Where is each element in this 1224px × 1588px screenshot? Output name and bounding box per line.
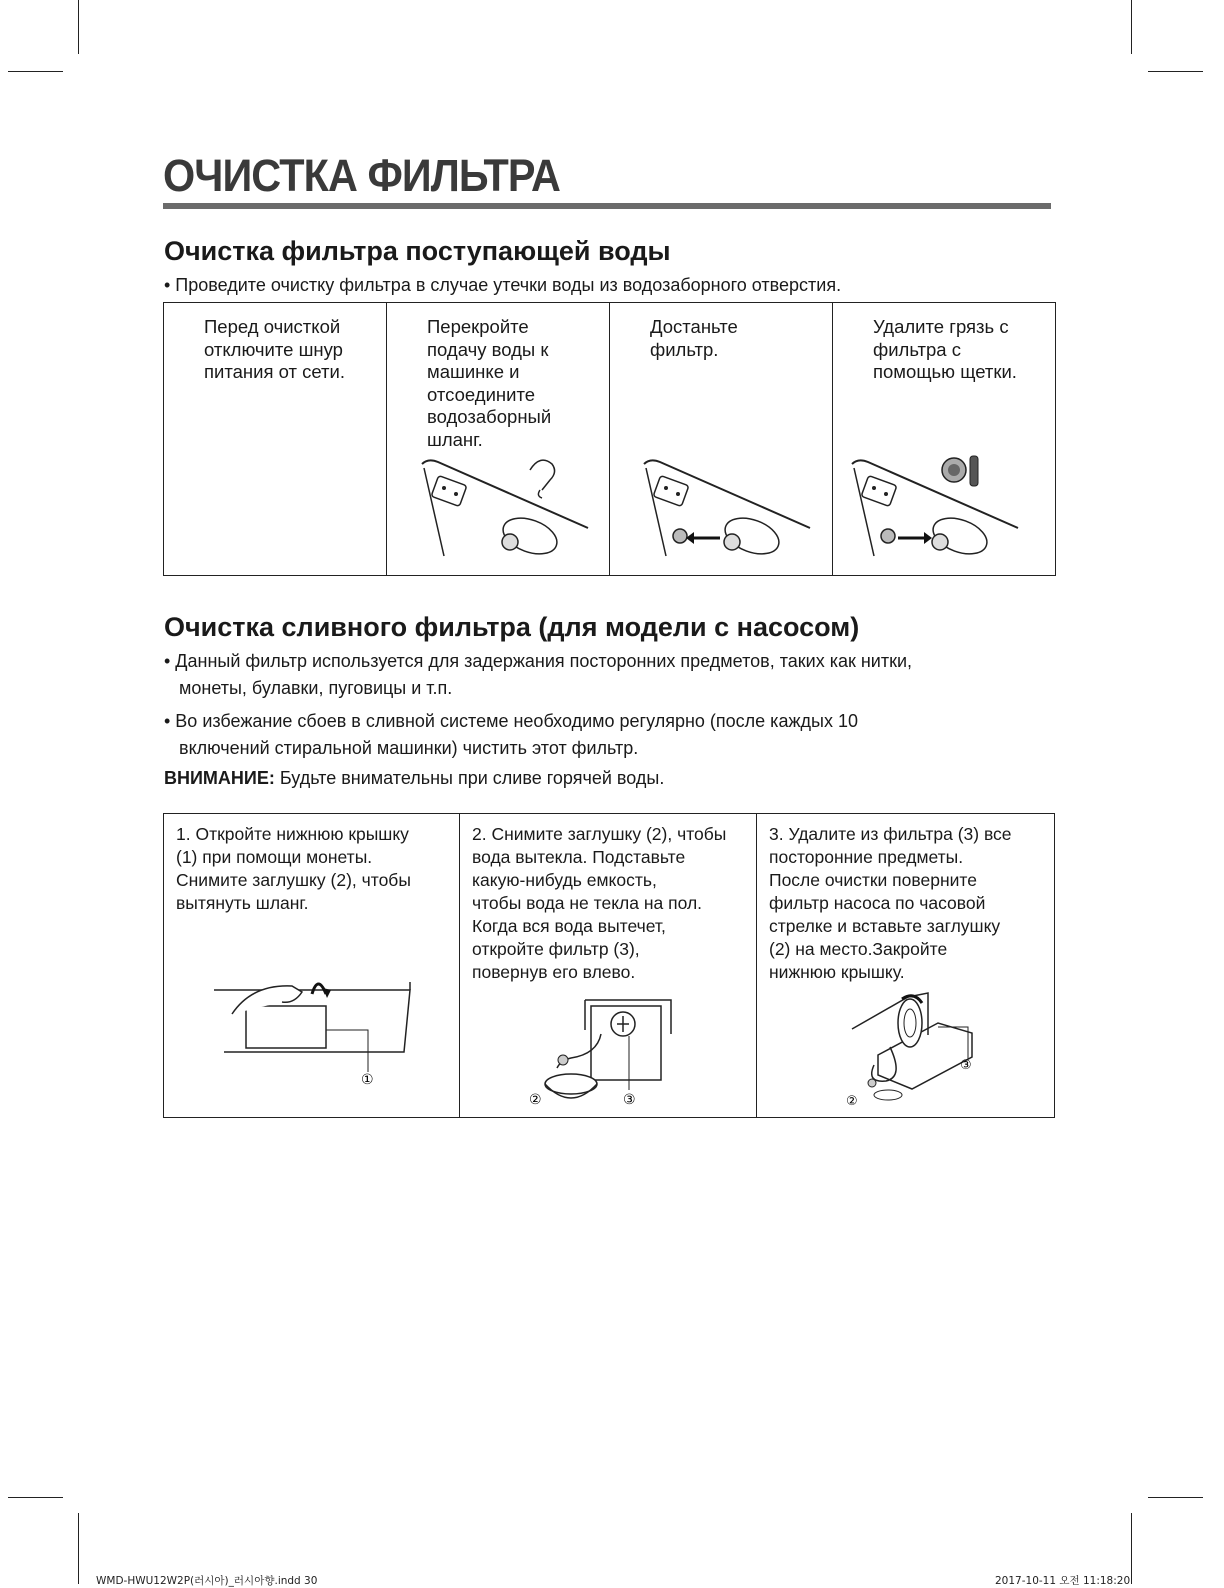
page-title: ОЧИСТКА ФИЛЬТРА [163,150,560,201]
section2-bullet-1-line2: монеты, булавки, пуговицы и т.п. [179,678,453,698]
section2-bullet-1-line1: • Данный фильтр используется для задержания посторонних предметов, таких как нитки, [164,651,913,671]
inlet-step-4-text: Удалите грязь с фильтра с помощью щетки. [873,316,1017,382]
section2-bullet-2-line1: • Во избежание сбоев в сливной системе необходимо регулярно (после каждых 10 [164,711,858,731]
crop-mark [78,1513,79,1584]
crop-mark [1131,0,1132,54]
section1-heading: Очистка фильтра поступающей воды [164,236,671,266]
warning-text: Будьте внимательны при сливе горячей воды. [274,768,665,788]
crop-mark [1148,1497,1203,1498]
section1-bullet: • Проведите очистку фильтра в случае утечки воды из водозаборного отверстия. [164,275,842,295]
crop-mark [8,71,63,72]
crop-mark [78,0,79,54]
drain-step-1-text: 1. Откройте нижнюю крышку (1) при помощи монеты. Снимите заглушку (2), чтобы вытянуть шланг. [176,824,411,913]
inlet-step-1 [164,303,387,576]
inlet-step-1-text: Перед очисткой отключите шнур питания от сети. [204,316,345,382]
warning-label: ВНИМАНИЕ: [164,768,275,788]
footer-timestamp: 2017-10-11 오전 11:18:20 [995,1575,1131,1587]
section2-bullet-2-line2: включений стиральной машинки) чистить этот фильтр. [179,738,639,758]
lower-cover-open-illustration [210,970,420,1095]
footer-file-info: WMD-HWU12W2P(러시아)_러시아향.indd 30 [96,1575,318,1587]
drain-step-2-text: 2. Снимите заглушку (2), чтобы вода вытекла. Подставьте какую-нибудь емкость, чтобы вода не текла на пол. Когда вся вода вытечет, откройте фильтр (3), повернув его влево. [472,824,727,982]
filter-reinstall-illustration [838,985,988,1110]
section2-bullet-1 [164,648,1044,702]
inlet-step-3-text: Достаньте фильтр. [650,316,738,360]
callout-2b: ② [846,1094,858,1109]
inlet-step-2-text: Перекройте подачу воды к машинке и отсоедините водозаборный шланг. [427,316,552,450]
section2-bullet-2 [164,708,1044,762]
drain-water-illustration [525,990,685,1110]
filter-removal-illustration [640,450,812,560]
hot-water-warning [164,768,664,789]
callout-3b: ③ [960,1058,972,1073]
callout-1: ① [361,1072,374,1088]
title-rule [163,203,1051,209]
brush-cleaning-illustration [848,450,1020,560]
drain-step-3-text: 3. Удалите из фильтра (3) все посторонние предметы. После очистки поверните фильтр насоса по часовой стрелке и вставьте заглушку (2) на место.Закройте нижнюю крышку. [769,824,1012,982]
machine-back-hose-illustration [418,450,590,560]
callout-2: ② [529,1092,542,1108]
crop-mark [1131,1513,1132,1584]
callout-3: ③ [623,1092,636,1108]
crop-mark [8,1497,63,1498]
crop-mark [1148,71,1203,72]
section2-heading: Очистка сливного фильтра (для модели с насосом) [164,612,860,642]
